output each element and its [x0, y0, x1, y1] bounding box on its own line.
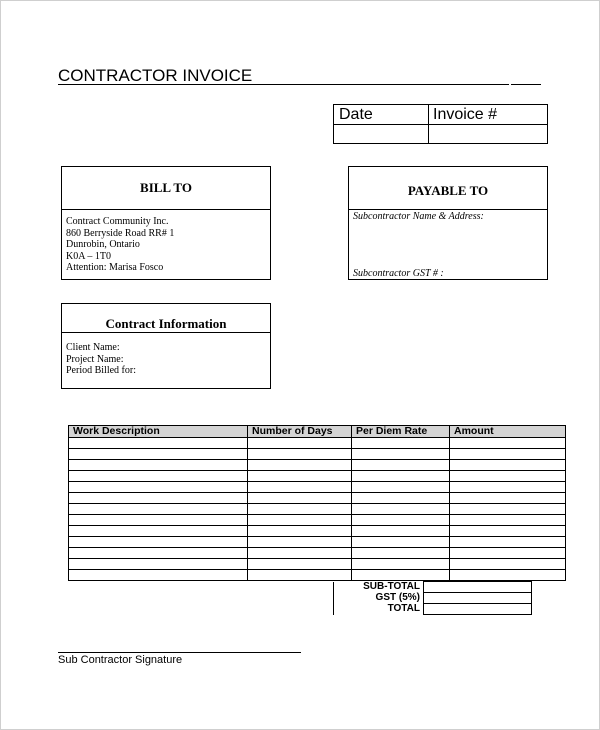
contract-info-heading: Contract Information: [105, 316, 227, 331]
gst-label: GST (5%): [334, 593, 424, 604]
subcontractor-gst-label: Subcontractor GST # :: [353, 268, 444, 279]
table-row: [69, 438, 566, 449]
bill-to-line: Dunrobin, Ontario: [66, 239, 140, 251]
table-row: [69, 559, 566, 570]
subcontractor-name-label: Subcontractor Name & Address:: [353, 211, 484, 222]
invoice-number-field[interactable]: [429, 125, 547, 143]
date-field[interactable]: [334, 125, 428, 143]
title-underline-segment: [511, 84, 541, 85]
table-header-row: [69, 426, 566, 438]
bill-to-heading: BILL TO: [140, 180, 192, 195]
table-row: [69, 515, 566, 526]
subtotal-row: [334, 582, 532, 593]
signature-line[interactable]: [58, 652, 301, 653]
gst-field[interactable]: [424, 593, 532, 604]
page-title: CONTRACTOR INVOICE: [58, 66, 253, 85]
period-billed-label: Period Billed for:: [66, 365, 136, 377]
table-row: [69, 482, 566, 493]
project-name-label: Project Name:: [66, 353, 124, 365]
bill-to-box: [61, 166, 271, 280]
total-label: TOTAL: [334, 604, 424, 615]
invoice-number-label: Invoice #: [433, 106, 498, 123]
work-table: [68, 425, 566, 581]
column-header: Amount: [450, 426, 566, 438]
title-underline-segment: [389, 84, 509, 85]
bill-to-line: Contract Community Inc.: [66, 216, 169, 227]
bill-to-line: Attention: Marisa Fosco: [66, 262, 164, 274]
table-row: [69, 471, 566, 482]
table-row: [69, 526, 566, 537]
table-row: [69, 493, 566, 504]
title-underline: [58, 84, 391, 85]
table-row: [69, 504, 566, 515]
bill-to-line: 860 Berryside Road RR# 1: [66, 227, 175, 239]
bill-to-address: [66, 216, 174, 274]
totals-table: [333, 581, 532, 615]
column-header: Work Description: [69, 426, 248, 438]
payable-to-heading: PAYABLE TO: [407, 183, 489, 198]
date-invoice-box: [333, 104, 548, 144]
table-row: [69, 570, 566, 581]
payable-to-box: [348, 166, 548, 280]
table-row: [69, 537, 566, 548]
signature-label: Sub Contractor Signature: [58, 654, 183, 666]
contract-info-box: [61, 303, 271, 389]
table-row: [69, 460, 566, 471]
bill-to-line: K0A – 1T0: [66, 250, 111, 262]
total-field[interactable]: [424, 604, 532, 615]
column-header: Per Diem Rate: [352, 426, 450, 438]
table-row: [69, 449, 566, 460]
contract-info-fields: [66, 342, 136, 377]
table-row: [69, 548, 566, 559]
subtotal-label: SUB-TOTAL: [334, 582, 424, 593]
total-row: [334, 604, 532, 615]
client-name-label: Client Name:: [66, 342, 120, 353]
date-label: Date: [339, 106, 373, 123]
subtotal-field[interactable]: [424, 582, 532, 593]
gst-row: [334, 593, 532, 604]
column-header: Number of Days: [248, 426, 352, 438]
